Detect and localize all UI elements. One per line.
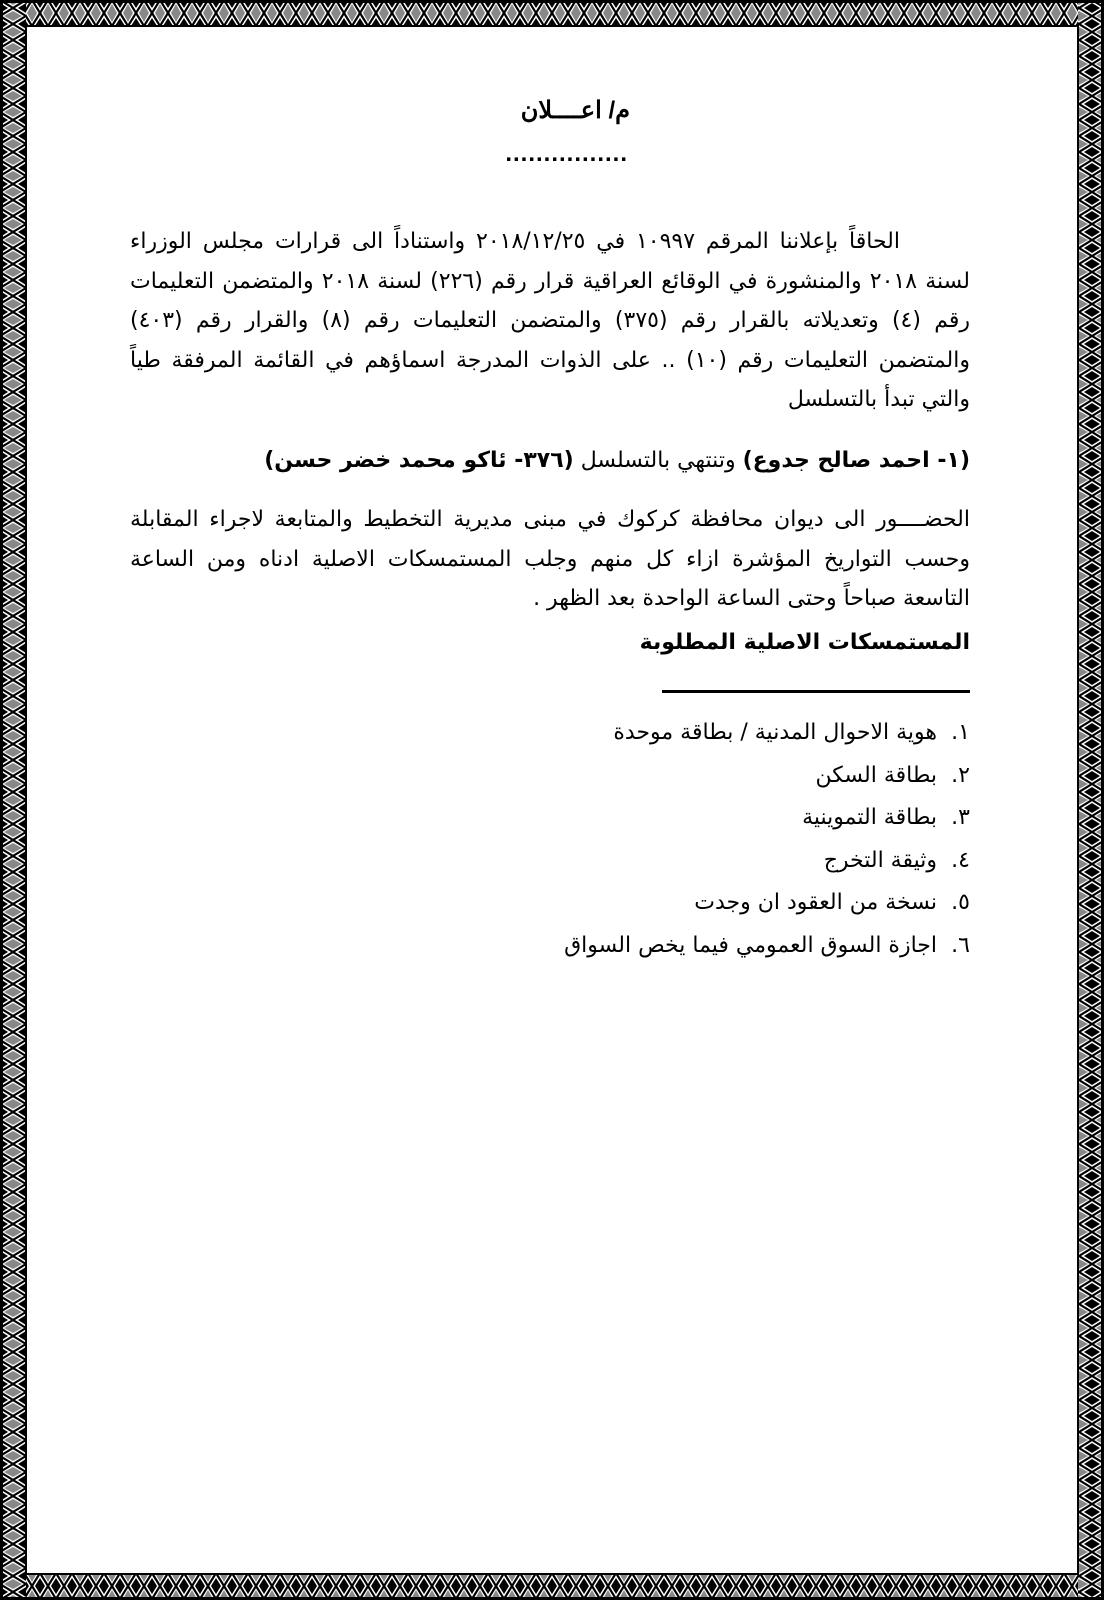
required-documents-list [564, 712, 970, 967]
title-dotted-underline: ................ [505, 140, 628, 167]
list-item-text: بطاقة التموينية [802, 805, 937, 830]
list-item-text: وثيقة التخرج [823, 847, 937, 873]
list-item-number: ٥. [951, 890, 970, 915]
list-item-number: ٢. [951, 762, 970, 788]
heading-underline-rule [662, 690, 970, 693]
serial-end-name: (٣٧٦- ئاكو محمد خضر حسن) [264, 448, 574, 473]
intro-paragraph-text: الحاقاً بإعلاننا المرقم ١٠٩٩٧ في ٢٠١٨/١٢/٢٥ واستناداً الى قرارات مجلس الوزراء لسنة ٢٠١٨ والمنشورة في الوقائع العراقية قرار رقم (٢٢٦) لسنة ٢٠١٨ والمتضمن التعليمات رقم (٤) وتعديلاته بالقرار رقم (٣٧٥) والمتضمن التعليمات رقم (٨) والقرار رقم (٤٠٣) والمتضمن التعليمات رقم (١٠) .. على الذوات المدرجة اسماؤهم في القائمة المرفقة طياً والتي تبدأ بالتسلسل [130, 229, 970, 412]
list-item-number: ٦. [951, 932, 970, 958]
list-item-text: نسخة من العقود ان وجدت [694, 890, 937, 915]
list-item [564, 755, 970, 798]
list-item-text: اجازة السوق العمومي فيما يخص السواق [564, 932, 937, 958]
list-item [564, 712, 970, 755]
required-documents-heading: المستمسكات الاصلية المطلوبة [639, 630, 970, 655]
list-item-number: ١. [951, 720, 970, 745]
list-item-number: ٤. [951, 847, 970, 873]
list-item-number: ٣. [951, 805, 970, 830]
list-item-text: بطاقة السكن [815, 762, 937, 788]
list-item [564, 882, 970, 925]
serial-middle-text: وتنتهي بالتسلسل [573, 448, 743, 473]
intro-paragraph [130, 222, 970, 420]
serial-range-line [264, 448, 970, 473]
list-item [564, 925, 970, 968]
list-item-text: هوية الاحوال المدنية / بطاقة موحدة [613, 720, 937, 745]
serial-start-name: (١- احمد صالح جدوع) [742, 448, 970, 473]
attendance-paragraph: الحضــــور الى ديوان محافظة كركوك في مبنى مديرية التخطيط والمتابعة لاجراء المقابلة وحسب التواريخ المؤشرة ازاء كل منهم وجلب المستمسكات الاصلية ادناه ومن الساعة التاسعة صباحاً وحتى الساعة الواحدة بعد الظهر . [130, 507, 970, 611]
list-item [564, 840, 970, 883]
list-item [564, 797, 970, 840]
announcement-title: م/ اعــــلان [520, 97, 630, 124]
